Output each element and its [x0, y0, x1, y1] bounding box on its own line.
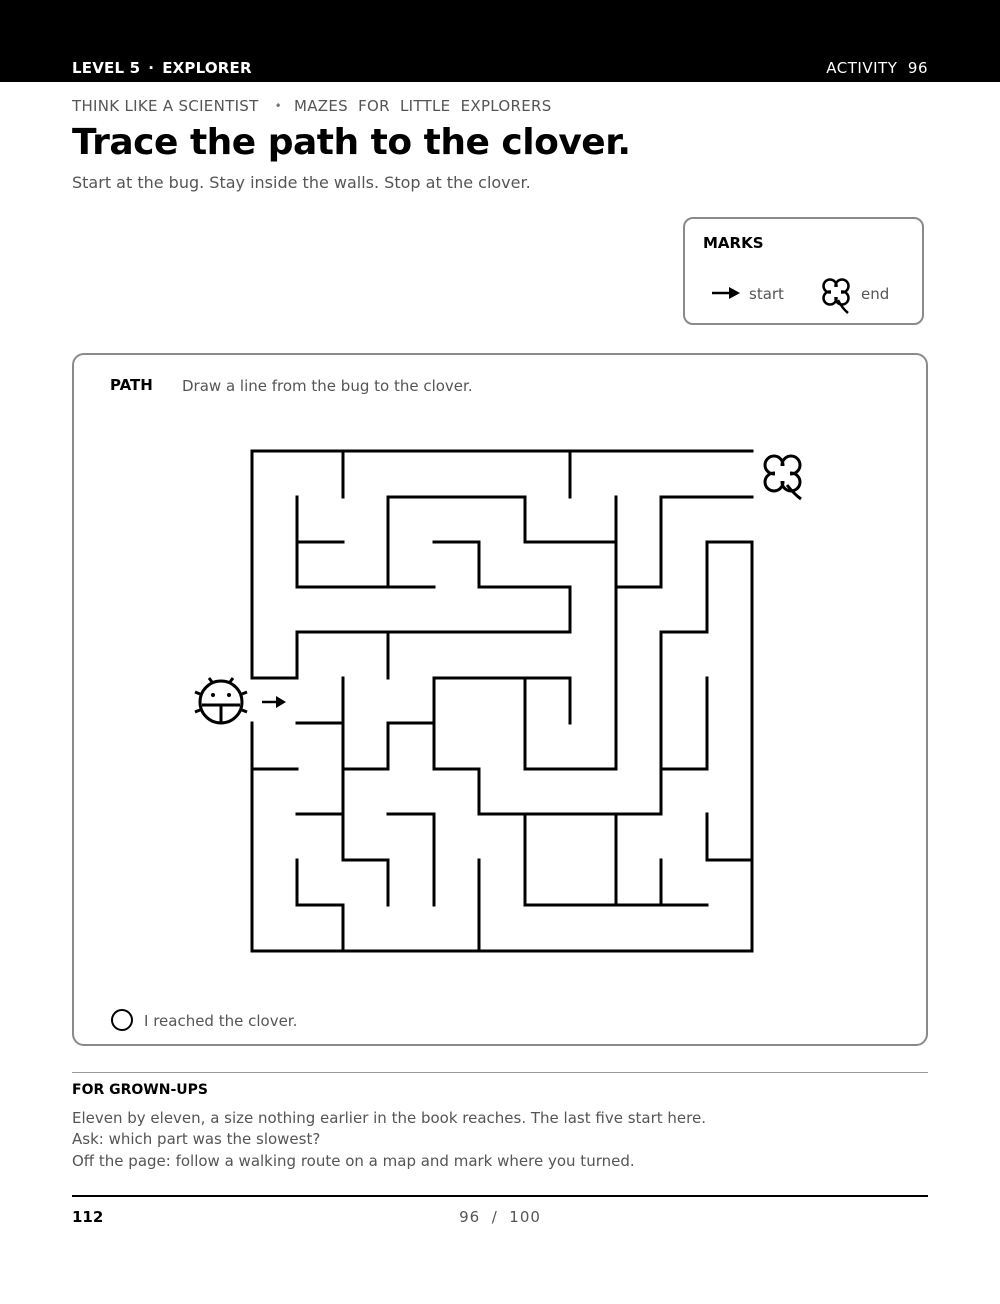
- goal-clover-icon: [765, 456, 801, 499]
- series-name: THINK LIKE A SCIENTIST: [72, 97, 259, 115]
- maze-panel: [72, 353, 928, 1046]
- grownups-line: Off the page: follow a walking route on a map and mark where you turned.: [72, 1152, 635, 1170]
- path-instruction: Draw a line from the bug to the clover.: [182, 377, 473, 395]
- bug-icon: [195, 678, 247, 723]
- header-bar: [0, 0, 1000, 82]
- book-name: MAZES FOR LITTLE EXPLORERS: [293, 97, 552, 115]
- eyebrow-separator: •: [274, 99, 282, 113]
- completion-checkbox[interactable]: [111, 1009, 133, 1031]
- clover-icon: [818, 275, 854, 315]
- activity-number: ACTIVITY 96: [826, 59, 928, 77]
- marks-legend: [683, 217, 924, 325]
- track-text: EXPLORER: [162, 59, 252, 77]
- grownups-line: Eleven by eleven, a size nothing earlier in the book reaches. The last five start here.: [72, 1109, 706, 1127]
- grownups-title: FOR GROWN-UPS: [72, 1082, 208, 1098]
- path-label: PATH: [110, 376, 153, 394]
- page-number: 112: [72, 1208, 104, 1226]
- arrow-right-icon: [711, 285, 741, 301]
- start-label: start: [749, 285, 784, 303]
- maze-walls: [252, 451, 752, 951]
- page-subtitle: Start at the bug. Stay inside the walls. Stop at the clover.: [72, 173, 531, 192]
- grownups-line: Ask: which part was the slowest?: [72, 1130, 321, 1148]
- marks-label: MARKS: [703, 234, 764, 252]
- book-progress: 96 / 100: [459, 1208, 541, 1226]
- eyebrow: [72, 97, 552, 115]
- level-label: [72, 59, 252, 77]
- level-text: LEVEL 5: [72, 59, 141, 77]
- completion-label: I reached the clover.: [144, 1012, 298, 1030]
- end-label: end: [861, 285, 890, 303]
- header-separator: ·: [148, 59, 155, 77]
- start-arrow-icon: [262, 696, 286, 708]
- page-title: Trace the path to the clover.: [72, 122, 631, 163]
- footer-divider: [72, 1195, 928, 1197]
- maze[interactable]: [192, 425, 892, 985]
- section-divider: [72, 1072, 928, 1073]
